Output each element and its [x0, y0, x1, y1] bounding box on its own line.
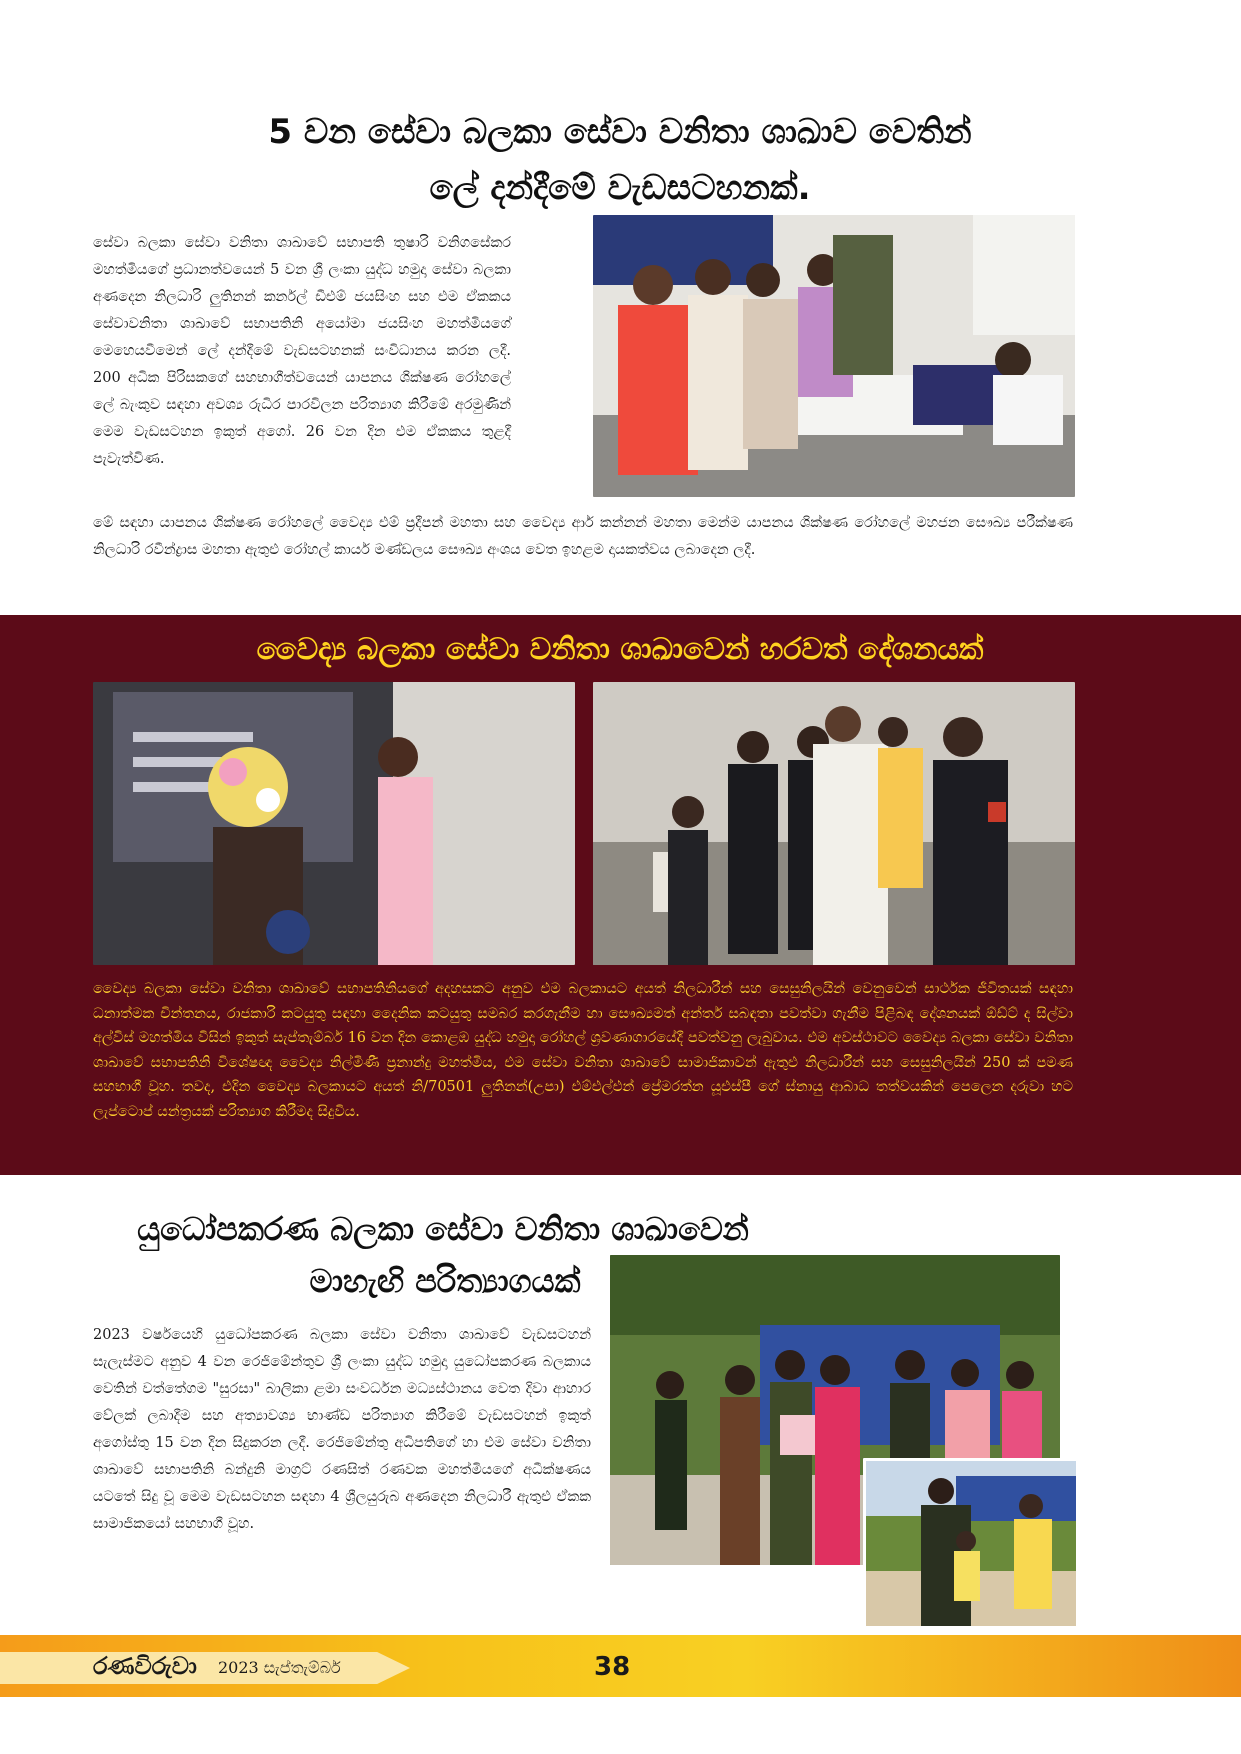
page-number: 38 — [594, 1652, 631, 1682]
lecture-photo — [93, 682, 575, 965]
article1-paragraph2: මේ සඳහා යාපනය ශික්ෂණ රෝහලේ වෛද්‍ය එම් ප්‍රදීපන් මහතා සහ වෛද්‍ය ආර් කන්නන් මහතා මෙන්ම යාපනය ශික්ෂණ රෝහලේ මහජන සෞඛ්‍ය පරීක්ෂණ නිලධාරි රවීන්ද්‍රාස මහතා ඇතුළු රෝහල් කාර්ය මණ්ඩලය සෞඛ්‍ය අංශය වෙත ඉහළම දායකත්වය ලබාදෙන ලදී. — [93, 515, 1073, 558]
child-gift-photo — [863, 1458, 1079, 1629]
article2-title: වෛද්‍ය බලකා සේවා වනිතා ශාඛාවෙන් හරවත් දේශනයක් — [256, 632, 984, 667]
footer-tab — [0, 1652, 410, 1684]
article3-title-line1: යුධෝපකරණ බලකා සේවා වනිතා ශාඛාවෙන් — [137, 1210, 749, 1248]
article3-title-line2: මාහැඟි පරිත්‍යාගයක් — [309, 1262, 581, 1300]
article2-paragraph: වෛද්‍ය බලකා සේවා වනිතා ශාඛාවේ සභාපතිනියගේ අදහසකට අනුව එම බලකායට අයත් නිලධාරීන් සහ සෙසුනිලයින් වෙනුවෙන් සාර්ථක ජීවිතයක් සඳහා ධනාත්මක චින්තනය, රාජකාරි කටයුතු සඳහා දෛනික කටයුතු සමබර කරගැනීම හා සෞඛ්‍යමත් අන්තර් සබඳතා පවත්වා ගැනීම පිළිබඳ දේශනයක් ඕඩ්ට් ද සිල්වා අල්විස් මහත්මිය විසින් ඉකුත් සැප්තැම්බර් 16 වන දින කොළඹ යුද්ධ හමුදා රෝහල් ශ්‍රවණාගාරයේදී පවත්වනු ලැබුවාය. එම අවස්ථාවට වෛද්‍ය බලකා සේවා වනිතා ශාඛාවේ සභාපතිනි විශේෂඥ වෛද්‍ය නිල්මිණී ප්‍රනාන්දු මහත්මිය, එම සේවා වනිතා ශාඛාවේ සාමාජිකාවන් ඇතුළු නිලධාරීන් සහ සෙසුනිලයින් 250 ක් පමණ සහභාගී වූහ. තවද, එදින වෛද්‍ය බලකායට අයත් නි/70501 ලුතිනන්(උපා) එම්එල්එන් ප්‍රේමරත්න යූඑස්පී ගේ ස්නායු ආබාධ තත්වයකින් පෙලෙන දරුවා හට ලැප්ටොප් යන්ත්‍රයක් පරිත්‍යාග කිරීමද සිදුවිය. — [93, 981, 1073, 1120]
magazine-brand: රණවිරුවා — [93, 1652, 197, 1680]
laptop-donation-photo — [593, 682, 1075, 965]
article1-paragraph1: සේවා බලකා සේවා වනිතා ශාඛාවේ සභාපති තුෂාරි වනිගසේකර මහත්මියගේ ප්‍රධානත්වයෙන් 5 වන ශ්‍රී ලංකා යුද්ධ හමුදා සේවා බලකා අණදෙන නිලධාරි ලුතිනන් කර්නල් ඩීඑම් ජයසිංහ සහ එම ඒකකය සේවාවනිතා ශාඛාවේ සභාපතිනි අයෝමා ජයසිංහ මහත්මියගේ මෙහෙයවීමෙන් ලේ දන්දීමේ වැඩසටහනක් සංවිධානය කරන ලදී. 200 අධික පිරිසකගේ සහභාගීත්වයෙන් යාපනය ශික්ෂණ රෝහලේ ලේ බැංකුව සඳහා අවශ්‍ය රුධිර පාරවිලන පරිත්‍යාග කිරීමේ අරමුණින් මෙම වැඩසටහන ඉකුත් අගෝ. 26 වන දින එම ඒකකය තුළදී පැවැත්විණ. — [93, 235, 511, 467]
issue-date: 2023 සැප්තැම්බර් — [218, 1658, 341, 1677]
blood-donation-photo — [593, 215, 1075, 497]
article1-title-line1: 5 වන සේවා බලකා සේවා වනිතා ශාඛාව වෙතින් — [268, 112, 972, 152]
article3-paragraph: 2023 වර්ෂයෙහි යුධෝපකරණ බලකා සේවා වනිතා ශාඛාවේ වැඩසටහන් සැලැස්මට අනුව 4 වන රෙජිමේන්තුව ශ්‍රී ලංකා යුද්ධ හමුදා යුධෝපකරණ බලකාය වෙතින් වත්තේගම "සුරසා" බාලිකා ළමා සංවර්ධන මධ්‍යස්ථානය වෙත දිවා ආහාර වේලක් ලබාදීම සහ අත්‍යාවශ්‍ය භාණ්ඩ පරිත්‍යාග කිරීමේ වැඩසටහන් ඉකුත් අගෝස්තු 15 වන දින සිදුකරන ලදී. රෙජිමේන්තු අධිපතිගේ හා එම සේවා වනිතා ශාඛාවේ සභාපතිනි බන්දුනි මාග්‍රට් රණසිත් රණවක මහත්මියගේ අධීක්ෂණය යටතේ සිදු වූ මෙම වැඩසටහන සඳහා 4 ශ්‍රීලයුරුබ අණදෙන නිලධාරී ඇතුළු ඒකක සාමාජිකයෝ සහභාගී වූහ. — [93, 1327, 591, 1532]
article1-title-line2: ලේ දන්දීමේ වැඩසටහනක්. — [429, 168, 811, 208]
